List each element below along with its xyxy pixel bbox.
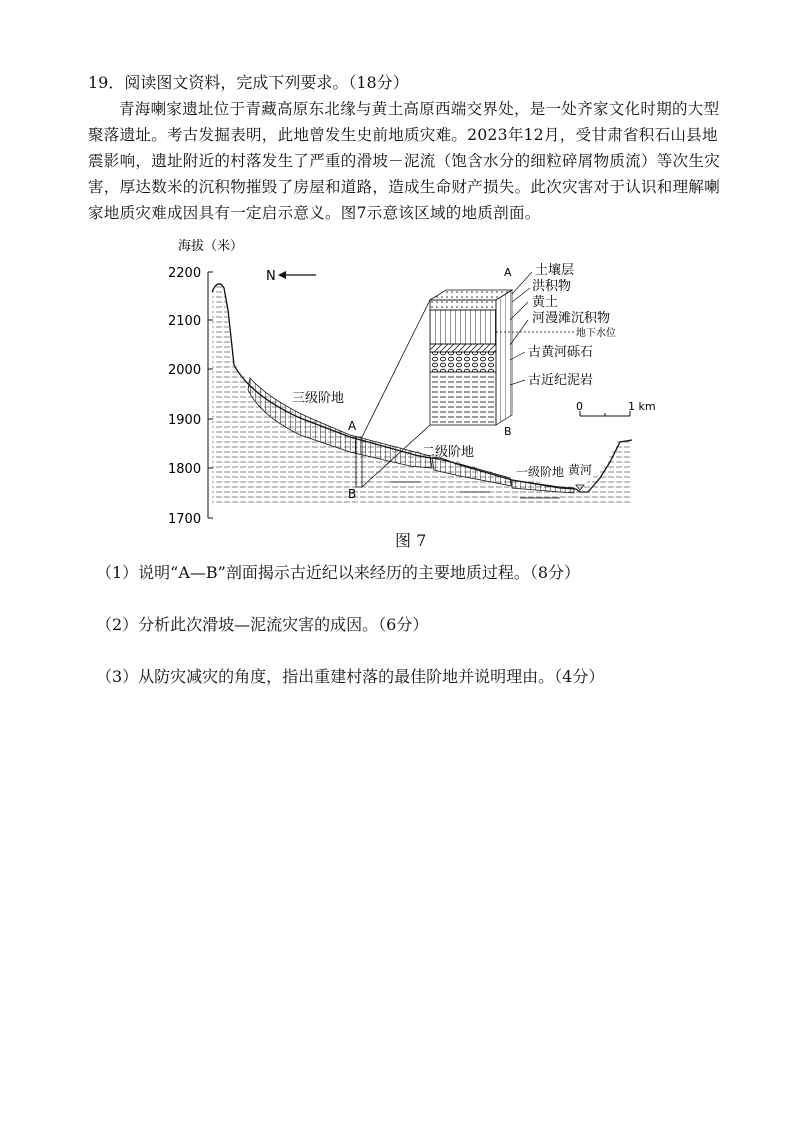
- y-axis-label: 海拔（米）: [178, 239, 244, 254]
- question-title: 19．阅读图文资料，完成下列要求。（18分）: [88, 73, 409, 92]
- y-tick-1700: 1700: [168, 512, 202, 527]
- subquestion-1: （1）说明“A—B”剖面揭示古近纪以来经历的主要地质过程。（8分）: [96, 563, 581, 582]
- y-tick-2200: 2200: [168, 266, 202, 281]
- strata-column: [430, 290, 512, 425]
- layer-flood: 洪积物: [532, 279, 572, 294]
- y-tick-1900: 1900: [168, 413, 202, 428]
- terrace2-label: 二级阶地: [422, 445, 475, 460]
- layer-soil: 土壤层: [535, 263, 575, 278]
- inset-a-label: A: [504, 266, 512, 279]
- terrace3-label: 三级阶地: [292, 391, 345, 406]
- layer-gravel: 古黄河砾石: [528, 345, 594, 360]
- y-tick-2000: 2000: [168, 363, 202, 378]
- layer-mudstone: 古近纪泥岩: [528, 373, 594, 388]
- groundwater-label: 地下水位: [576, 328, 616, 339]
- inset-b-label: B: [504, 425, 512, 438]
- point-a-label: A: [348, 419, 357, 433]
- layer-loess: 黄土: [532, 295, 559, 310]
- y-tick-1800: 1800: [168, 462, 202, 477]
- north-label: N: [266, 269, 276, 284]
- terrace1-label: 一级阶地: [516, 465, 565, 479]
- subquestion-3: （3）从防灾减灾的角度，指出重建村落的最佳阶地并说明理由。（4分）: [96, 667, 605, 686]
- question-paragraph: 青海喇家遗址位于青藏高原东北缘与黄土高原西端交界处，是一处齐家文化时期的大型聚落遗址。考古发掘表明，此地曾发生史前地质灾难。2023年12月，受甘肃省积石山县地震影响，遗址附近的村落发生了严重的滑坡－泥流（饱含水分的细粒碎屑物质流）等次生灾害，厚达数米的沉积物摧毁了房屋和道路，造成生命财产损失。此次灾害对于认识和理解喇家地质灾难成因具有一定启示意义。图7示意该区域的地质剖面。: [88, 100, 721, 222]
- point-b-label: B: [348, 487, 357, 501]
- scale-km: 1 km: [628, 400, 656, 413]
- layer-floodplain: 河漫滩沉积物: [532, 311, 611, 326]
- river-label: 黄河: [568, 463, 593, 477]
- geologic-profile-figure: [160, 230, 680, 530]
- figure-caption: 图 7: [395, 531, 427, 550]
- scale-zero: 0: [576, 400, 583, 413]
- subquestion-2: （2）分析此次滑坡—泥流灾害的成因。（6分）: [96, 615, 429, 634]
- y-ticks: [168, 266, 213, 527]
- y-tick-2100: 2100: [168, 314, 202, 329]
